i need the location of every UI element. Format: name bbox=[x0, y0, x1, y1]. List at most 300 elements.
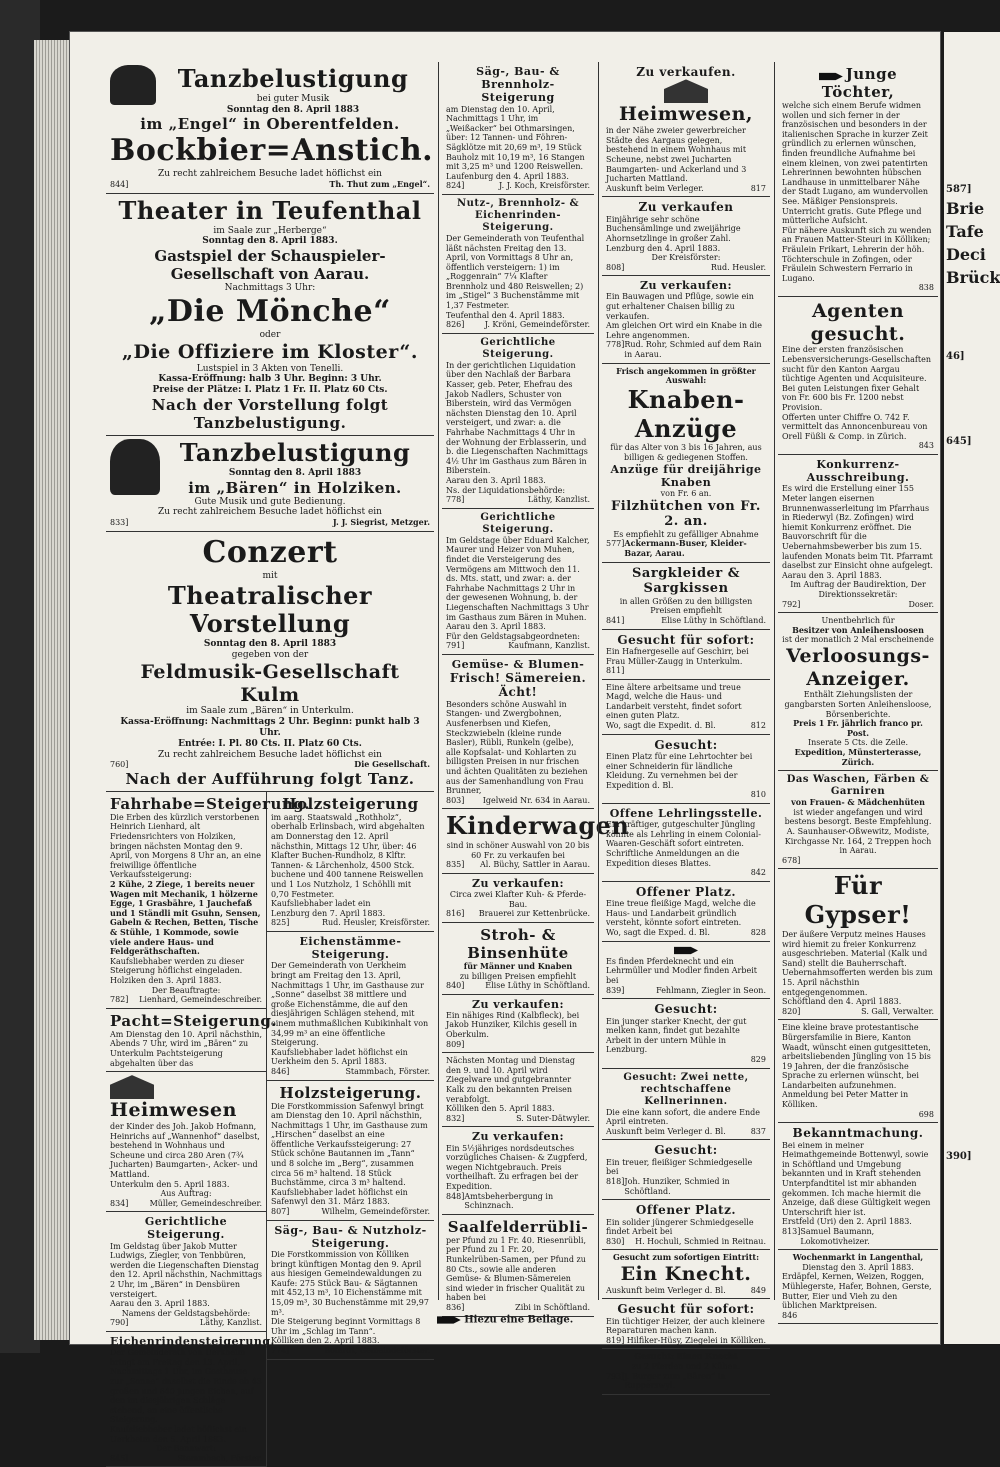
ad-body: Ein junger starker Knecht, der gut melken kann, findet gut bezahlte Arbeit in der untern Mühle in Lenzburg. bbox=[606, 1016, 747, 1055]
ad-number: 760] bbox=[110, 760, 129, 770]
ad-role: Für den Geldstagsabgeordneten: bbox=[446, 631, 580, 641]
ad-title: Gesucht für sofort: bbox=[617, 1302, 755, 1317]
column-1b bbox=[267, 792, 434, 1467]
ad-title: Gesucht: bbox=[654, 737, 718, 752]
ad-number: 825] bbox=[271, 918, 290, 928]
ad-signature: Kaufmann, Kanzlist. bbox=[508, 641, 590, 651]
ad-number: 828 bbox=[750, 927, 766, 937]
ad-signature: Läthy, Kanzlist. bbox=[199, 1318, 262, 1328]
ad-line: Nachmittags 3 Uhr: bbox=[224, 283, 316, 294]
ad-body: Bei einem in meiner Heimathgemeinde Bottenwyl, sowie in Schöftland und Umgebung bekannten und in Kraft stehenden Unterpfandtitel ist mir abhanden gekommen. Ich mache hiermit die Anzeige, daß diese Gültigkeit wegen Unterschrift hier ist. bbox=[782, 1140, 931, 1217]
ad-date: Uerkheim den 5. April 1883. bbox=[110, 1434, 226, 1444]
ad-line: Lustspiel in 3 Akten von Tenelli. bbox=[196, 363, 344, 374]
ad-title: Holzsteigerung bbox=[282, 794, 419, 813]
ad-signature: Doser. bbox=[908, 599, 934, 609]
ad-title: Gesucht: bbox=[654, 1143, 718, 1158]
ad-body: Circa zwei Klafter Kuh- & Pferde-Bau. bbox=[449, 890, 587, 909]
ad-line: ist der monatlich 2 Mal erscheinende bbox=[782, 635, 934, 645]
ad-role: Der Kreisförster: bbox=[651, 253, 721, 263]
ad-line: Sonntag den 8. April 1883 bbox=[228, 467, 362, 478]
ad-kinderwagen bbox=[442, 809, 630, 874]
ad-number: 817 bbox=[750, 183, 766, 193]
ad-date: Aarau den 3. April 1883. bbox=[446, 622, 546, 632]
ad-role: Im Auftrag der Baudirektion, Der Direktionssekretär: bbox=[790, 580, 926, 599]
ad-body: 2 Kühe, 2 Ziege, 1 bereits neuer Wagen mit Mechanik, 1 hölzerne Egge, 1 Grasbähre, 1 Jauchefaß und 1 Ständli mit Gsuhn, Sensen, Gabeln & Rechen, Betten, Tische & Stühle, 1 Kommode, sowie viele andere Haus- und Feldgeräthschaften. bbox=[110, 879, 261, 957]
ad-waschen-faerben bbox=[778, 771, 938, 869]
ad-title: Heimwesen bbox=[110, 1099, 237, 1122]
ad-number: 836] bbox=[446, 1302, 465, 1312]
ad-strohhuete bbox=[442, 923, 594, 995]
ad-date: Holziken den 3. April 1883. bbox=[110, 975, 222, 985]
ad-title: Gerichtliche Steigerung. bbox=[480, 511, 556, 535]
ad-line: Es empfiehlt zu gefälliger Abnahme bbox=[613, 529, 759, 539]
adjacent-number: 645] bbox=[946, 436, 972, 447]
ad-title: Säg-, Bau- & Brennholz-Steigerung bbox=[476, 65, 560, 105]
ad-body: Einen Platz für eine Lehrtochter bei einer Schneiderin für ländliche Kleidung. Zu vernehmen bei der Expedition d. Bl. bbox=[606, 752, 753, 790]
ad-number: 819] bbox=[606, 1335, 625, 1345]
ad-number: 844] bbox=[110, 180, 129, 190]
ad-title: Nutz-, Brennholz- & Eichenrinden-Steigerung. bbox=[456, 197, 580, 233]
ad-date: Kölliken den 5. April 1883. bbox=[446, 1104, 555, 1114]
ad-signature: Stammbach, Förster. bbox=[345, 1066, 430, 1076]
ad-line: Nach der Vorstellung folgt Tanzbelustigung. bbox=[151, 395, 389, 432]
ad-date: Schöftland den 4. April 1883. bbox=[782, 997, 902, 1007]
ad-number: 790] bbox=[110, 1318, 129, 1328]
ad-body: Kaufsliebhaber ladet höflichst ein bbox=[271, 1047, 408, 1057]
ad-date: Aarau den 3. April 1883. bbox=[446, 475, 546, 485]
ad-line: im „Bären“ in Holziken. bbox=[188, 478, 402, 497]
adjacent-word: Deci bbox=[946, 245, 986, 264]
ad-signature: Samuel Baumann, Lokomotivheizer. bbox=[800, 1226, 875, 1246]
ad-date: Lenzburg den 4. April 1883. bbox=[606, 243, 721, 253]
ad-title: Agenten gesucht. bbox=[810, 299, 906, 345]
ad-verloosungs-anzeiger bbox=[778, 613, 938, 771]
ad-line: mit bbox=[262, 570, 278, 581]
ad-eichenstaemme bbox=[267, 932, 434, 1081]
ad-number: 841] bbox=[606, 615, 625, 625]
ad-saalfelderruebli bbox=[442, 1215, 594, 1317]
ad-signature: S. Suter-Dätwyler. bbox=[516, 1113, 590, 1123]
ad-line: Gute Musik und gute Bedienung. bbox=[194, 496, 346, 507]
ad-number: 678] bbox=[782, 855, 801, 865]
ad-number: 826] bbox=[446, 320, 465, 330]
ad-eichenrindensteigerung bbox=[106, 1332, 275, 1467]
ad-body: Für nähere Auskunft sich zu wenden an Frauen Matter-Steuri in Kölliken; Fräulein Frikart, Lehrerin der höh. Töchterschule in Zofingen, oder Fräulein Schwestern Ferrario in Lugano. bbox=[782, 225, 932, 283]
adjacent-page-fragment bbox=[944, 32, 1000, 1344]
ad-body: Der Gemeinderath von Uerkheim bringt am Freitag den 13. April, Nachmittags 1 Uhr, im Gasthause zur „Sonne“ daselbst 38 mittlere und große Eichenstämme, die auf den diesjährigen Schlägen stehend, mit einem muthmaßlichen Kubikinhalt von 34,99 m³ an eine öffentliche Steigerung. bbox=[271, 961, 429, 1048]
newspaper-page bbox=[70, 32, 940, 1463]
ad-body: in allen Größen zu den billigsten Preisen empfiehlt bbox=[619, 596, 753, 616]
ad-body: Die Erben des kürzlich verstorbenen Heinrich Lienhard, alt Friedensrichters von Holziken, bringen nächsten Montag den 9. April, von Morgens 8 Uhr an, an eine freiwillige öffentliche Verkaufssteigerung: bbox=[110, 812, 261, 880]
ad-line: für das Alter von 3 bis 16 Jahren, aus billigen & gediegenen Stoffen. bbox=[610, 443, 762, 463]
ad-number: 774] bbox=[271, 1345, 290, 1355]
ad-rind bbox=[442, 995, 594, 1054]
ad-line: gegeben von der bbox=[231, 649, 309, 660]
ad-title: Frisch! Sämereien. Ächt! bbox=[449, 671, 587, 700]
ad-signature: J. J. Koch, Kreisförster. bbox=[499, 181, 590, 191]
ad-line: Preis 1 Fr. jährlich franco pr. Post. bbox=[793, 718, 923, 738]
ad-buergersfamilie bbox=[778, 1020, 938, 1123]
ad-number: 792] bbox=[782, 599, 801, 609]
adjacent-word: Tafe bbox=[946, 222, 984, 241]
ad-line: Nach der Aufführung folgt Tanz. bbox=[125, 769, 415, 788]
ad-number: 809] bbox=[446, 1039, 465, 1049]
ad-body: Die eine kann sofort, die andere Ende April eintreten. bbox=[606, 1107, 760, 1127]
ad-number: 811] bbox=[606, 666, 625, 676]
ad-body: Eine ältere arbeitsame und treue Magd, welche die Haus- und Landarbeit versteht, findet sofort einen guten Platz. bbox=[606, 682, 742, 721]
ad-body: Ein kräftiger, gutgeschulter Jüngling könnte als Lehrling in einem Colonial-Waaren-Geschäft sofort eintreten. Schriftliche Anmeldungen an die Expedition dieses Blattes. bbox=[606, 820, 762, 868]
ad-title: Gesucht: Zwei nette, rechtschaffene Kellnerinnen. bbox=[623, 1071, 749, 1107]
ad-signature: Expedition, Münsterterasse, Zürich. bbox=[794, 747, 922, 767]
ad-number: 778] bbox=[606, 340, 625, 350]
ad-title: Gesucht: Einen Knecht bbox=[634, 1351, 738, 1362]
ad-line: Zu recht zahlreichem Besuche ladet höflichst ein bbox=[158, 749, 382, 760]
ad-signature: Elise Lüthy in Schöftland. bbox=[485, 981, 590, 991]
ad-title: Zu verkaufen: bbox=[639, 279, 733, 293]
ad-konkurrenz bbox=[778, 455, 938, 613]
ad-number: 835] bbox=[446, 860, 465, 870]
ad-offener-platz bbox=[602, 882, 770, 942]
column-rule bbox=[438, 62, 439, 1300]
ad-number: 818] bbox=[606, 1176, 625, 1186]
ad-title: Gesucht für sofort: bbox=[617, 632, 755, 647]
ad-line: Kassa-Eröffnung: Nachmittags 2 Uhr. Beginn: punkt halb 3 Uhr. bbox=[120, 717, 420, 738]
ad-number: 837 bbox=[750, 1126, 766, 1136]
ad-title: Tanzbelustigung bbox=[179, 437, 411, 467]
ad-title: Zu verkaufen: bbox=[471, 1130, 565, 1144]
ad-title: Gesucht zum sofortigen Eintritt: bbox=[612, 1252, 760, 1263]
ad-title: Junge Töchter, bbox=[821, 65, 898, 101]
ad-number: 832] bbox=[446, 1113, 465, 1123]
ad-number: 812 bbox=[750, 721, 766, 731]
ad-title: Für Gypser! bbox=[804, 871, 912, 930]
ad-line: oder bbox=[259, 329, 281, 340]
ad-title: Zu verkaufen. bbox=[636, 65, 736, 79]
ad-body: Kaufsliebhaber ladet höflichst ein bbox=[271, 1187, 408, 1197]
ad-body: Am Dienstag den 10. April nächsthin, Abends 7 Uhr, wird im „Bären“ zu Unterkulm Pachtsteigerung abgehalten über das bbox=[110, 1029, 262, 1068]
ad-signature: Bofardt, Gemeindeförster. bbox=[324, 1345, 430, 1355]
ad-title: Fahrhabe=Steigerung. bbox=[110, 794, 311, 813]
ad-pacht-steigerung bbox=[106, 1009, 278, 1072]
ad-title: Holzsteigerung. bbox=[279, 1083, 422, 1102]
ad-number: 846] bbox=[271, 1066, 290, 1076]
ad-tanzbelustigung-engel bbox=[106, 62, 434, 194]
ad-body: Einjährige sehr schöne Buchensämlinge und zweijährige Ahornsetzlinge in großer Zahl. bbox=[606, 214, 741, 243]
ad-title: Zu verkaufen: bbox=[471, 876, 565, 890]
ad-lehrtochter bbox=[602, 735, 770, 804]
ad-body: der Kinder des Joh. Jakob Hofmann, Heinrichs auf „Wannenhof“ daselbst, bestehend in Wohnhaus und Scheune und circa 280 Aren (7¾ Jucharten) Baumgarten-, Acker- und Mattland. bbox=[110, 1121, 260, 1179]
ad-title: Offener Platz. bbox=[635, 1203, 737, 1218]
ad-title: Säg-, Bau- & Nutzholz-Steigerung. bbox=[274, 1223, 427, 1250]
ad-signature: Wilhelm, Gemeindeförster. bbox=[321, 1207, 430, 1217]
ad-title: Conzert bbox=[202, 534, 338, 570]
ad-title: Pacht=Steigerung. bbox=[110, 1011, 278, 1030]
ad-line: Zu recht zahlreichem Besuche ladet höflichst ein bbox=[158, 507, 382, 518]
ad-magd bbox=[602, 680, 770, 735]
ad-heimwesen-verkauf bbox=[602, 62, 770, 197]
ad-line: Gastspiel der Schauspieler-Gesellschaft von Aarau. bbox=[154, 247, 386, 284]
ad-signature: Rud. Heusler, Kreisförster. bbox=[321, 918, 430, 928]
ad-line: bei guter Musik bbox=[256, 93, 330, 104]
ad-signature: Hilfiker-Hüsy, Ziegelei in Kölliken. bbox=[626, 1335, 766, 1345]
ad-date: Igelweid Nr. 634 in Aarau. bbox=[482, 795, 590, 805]
ad-body: Ein tüchtiger Heizer, der auch kleinere Reparaturen machen kann. bbox=[606, 1316, 765, 1336]
ad-role: Der Bannwart: bbox=[156, 1444, 216, 1454]
ad-line: von Fr. 6 an. bbox=[660, 488, 712, 498]
ad-body: Ein Hafnergeselle auf Geschirr, bei Frau Müller-Zaugg in Unterkulm. bbox=[606, 646, 749, 666]
ad-body: Die Forstkommission Safenwyl bringt am Dienstag den 10. April nächsthin, Nachmittags 1 Uhr, im Gasthause zum „Hirschen“ daselbst an eine öffentliche Verkaufssteigerung: 27 Stück schöne Bautannen im „Tann“ und 8 solche im „Berg“, zusammen circa 56 m³ haltend. 18 Stück Buchstämme, circa 3 m³ haltend. bbox=[271, 1101, 428, 1188]
ad-knaben-anzuege bbox=[602, 364, 770, 563]
ad-signature: Joh. Hunziker, Schmied in Schöftland. bbox=[624, 1176, 730, 1196]
ad-title: Zu verkaufen: bbox=[471, 997, 565, 1011]
ad-holzsteigerung-safenwyl bbox=[267, 1081, 434, 1221]
ad-body: Es wird die Erstellung einer 155 Meter langen eisernen Brunnenwasserleitung im Pfarrhaus in Riederwyl (Bz. Zofingen) wird hiemit Konkurrenz eröffnet. Die Bauvorschrift für die Uebernahmsbewerber bis zum 15. laufenden Monats beim Tit. Pfarramt daselbst zur Einsicht ohne aufgelegt. bbox=[782, 484, 933, 571]
ad-signature: Rud. Heusler. bbox=[710, 262, 766, 272]
ad-title: Zu verkaufen bbox=[638, 200, 734, 215]
ad-signature: Müller, Gemeindeschreiber. bbox=[149, 1198, 262, 1208]
ad-body: Nächsten Montag und Dienstag den 9. und 10. April wird Ziegelware und gutgebrannter Kalk zu den bekannten Preisen verabfolgt. bbox=[446, 1056, 575, 1104]
ad-title: Bockbier=Anstich. bbox=[110, 133, 434, 169]
ad-number: 842 bbox=[750, 868, 766, 878]
ad-gerichtliche-steigerung-biberstein bbox=[442, 334, 594, 509]
ad-line: von Frauen- & Mädchenhüten bbox=[791, 797, 925, 808]
ad-line: Kassa-Eröffnung: halb 3 Uhr. Beginn: 3 Uhr. bbox=[158, 374, 382, 385]
ad-title: Gemüse- & Blumen- bbox=[451, 657, 585, 671]
ad-title: Gerichtliche Steigerung. bbox=[144, 1215, 228, 1242]
ad-body: Auskunft beim Verleger d. Bl. bbox=[606, 1126, 726, 1136]
ad-title: Ein Knecht. bbox=[620, 1262, 752, 1285]
ad-signature: Elise Lüthy in Schöftland. bbox=[661, 615, 766, 625]
ad-sargkleider bbox=[602, 563, 770, 630]
ad-schmiedgeselle-2 bbox=[602, 1200, 770, 1250]
ad-gerichtliche-steigerung-muhen bbox=[442, 509, 594, 655]
ad-number: 838 bbox=[918, 283, 934, 293]
ad-knecht-eintritt bbox=[602, 1250, 770, 1299]
ad-pferd bbox=[442, 1127, 594, 1214]
ad-signature: Th. Thut zum „Engel“. bbox=[329, 179, 430, 190]
pointing-hand-icon bbox=[674, 945, 698, 957]
ad-holzsteigerung-rothholz bbox=[267, 792, 434, 932]
ad-body: sind in schöner Auswahl von 20 bis 60 Fr. zu verkaufen bei bbox=[446, 841, 590, 860]
ad-number: 834] bbox=[110, 1198, 129, 1208]
ad-title: Konkurrenz-Ausschreibung. bbox=[806, 458, 910, 485]
ad-signature: Al. Büchy, Sattler in Aarau. bbox=[479, 860, 590, 870]
ad-body: Wo, sagt die Exped. d. Bl. bbox=[606, 927, 710, 937]
ad-pferdeknecht bbox=[602, 942, 770, 1000]
ad-line: Sonntag den 8. April 1883 bbox=[226, 104, 360, 115]
ad-signature: Läthy, Kanzlist. bbox=[527, 495, 590, 505]
ad-title: Gesucht: bbox=[654, 1002, 718, 1017]
ad-number: 810 bbox=[750, 790, 766, 800]
ad-number: 698 bbox=[918, 1109, 934, 1119]
ad-tanzbelustigung-baeren bbox=[106, 436, 434, 532]
ad-line: ist wieder angefangen und wird bestens besorgt. Beste Empfehlung. bbox=[784, 807, 932, 827]
ad-body: Der Gemeinderath von Teufenthal läßt nächsten Freitag den 13. April, von Vormittags 8 Uhr an, öffentlich versteigern: 1) im „Roggenrain“ 7¼ Klafter Brennholz und 480 Reiswellen; 2) im „Stigel“ 3 Buchenstämme mit 1,37 Festmeter. bbox=[446, 233, 585, 311]
ad-body: zu 2 Pferden und 2 Kühen. bbox=[631, 1362, 741, 1372]
ad-line: im Saale zur „Herberge“ bbox=[213, 225, 327, 236]
ad-number: 829 bbox=[750, 1054, 766, 1064]
ad-body: Die Forstkommission von Kölliken bringt künftigen Montag den 9. April aus hiesigen Gemeindewaldungen zu Kaufe: 275 Stück Bau- & Sägtannen mit 452,13 m³, 10 Eichenstämme mit 15,09 m³, 30 Buchenstämme mit 29,97 m³. bbox=[271, 1250, 429, 1317]
ad-number: 791] bbox=[446, 641, 465, 651]
ad-saemereien bbox=[442, 655, 594, 810]
ad-signature: Die Gesellschaft. bbox=[354, 759, 430, 770]
ad-date: Unterkulm den 5. April 1883. bbox=[110, 1179, 230, 1189]
ad-line: Dienstag den 3. April 1883. bbox=[802, 1262, 914, 1272]
ad-line: im „Engel“ in Oberentfelden. bbox=[140, 115, 400, 134]
ad-number: 833] bbox=[110, 518, 129, 528]
ad-theater-teufenthal bbox=[106, 194, 434, 436]
ad-number: 848] bbox=[446, 1191, 465, 1201]
ad-body: per Pfund zu 1 Fr. 40. Riesenrübli, per Pfund zu 1 Fr. 20, Runkelrüben-Samen, per Pfund zu 80 Cts., sowie alle anderen Gemüse- & Blumen-Sämereien sind wieder in frischer Qualität zu haben bei bbox=[446, 1235, 586, 1303]
ad-body: am Dienstag den 10. April, Nachmittags 1 Uhr, im „Weißacker“ bei Othmarsingen, über: 12 Tannen- und Föhren-Sägklötze mit 20,69 m³, 19 Stück Bauholz mit 10,19 m³, 16 Stangen mit 3,25 m³ und 1200 Reiswellen. bbox=[446, 104, 585, 172]
ad-body: Kaufsliebhaber werden zu dieser Steigerung höflichst eingeladen. bbox=[110, 956, 245, 976]
ad-body: Ein solider jüngerer Schmiedgeselle findet Arbeit bei bbox=[606, 1217, 754, 1237]
ad-title: „Die Mönche“ bbox=[149, 293, 391, 329]
ad-line: Sonntag den 8. April 1883 bbox=[203, 639, 337, 650]
ad-date: Teufenthal den 4. April 1883. bbox=[446, 310, 565, 320]
column-rule bbox=[774, 62, 775, 1300]
adjacent-word: Brück bbox=[946, 268, 1000, 287]
ad-knecht-muehle bbox=[602, 999, 770, 1068]
ad-title: Offene Lehrlingsstelle. bbox=[609, 807, 763, 821]
ad-signature: J. Burger zum „Bären“ in Rupperswyl. bbox=[624, 1371, 726, 1391]
ad-number: 839] bbox=[606, 985, 625, 995]
ad-number: 808] bbox=[606, 262, 625, 272]
ad-signature: Zibi in Schöftland. bbox=[515, 1302, 590, 1312]
ad-signature: Ackermann-Buser, Kleider-Bazar, Aarau. bbox=[624, 538, 747, 558]
ad-line: zu billigen Preisen empfiehlt bbox=[459, 971, 577, 981]
column-1-lower bbox=[106, 792, 434, 1467]
ad-body: Auskunft beim Verleger. bbox=[606, 183, 704, 193]
ad-number: 820] bbox=[782, 1006, 801, 1016]
ad-body: Eine kleine brave protestantische Bürgersfamilie in Biere, Kanton Waadt, wünscht einen gutgesitteten, arbeitsliebenden Jüngling von 15 bis 19 Jahren, der die französische Sprache zu erlernen wünscht, bei Landarbeiten aufzunehmen. Anmeldung bei Peter Matter in Kölliken. bbox=[782, 1023, 931, 1110]
ad-knecht-pferde bbox=[602, 1349, 770, 1394]
ad-title: Bekanntmachung. bbox=[792, 1126, 924, 1141]
ad-body: im aarg. Staatswald „Rothholz“, oberhalb Erlinsbach, wird abgehalten am Donnerstag den 12. April nächsthin, Mittags 12 Uhr, über: 46 Klafter Buchen-Rundholz, 8 Klftr. Tannen- & Lärchenholz, 4500 Stck. buchene und 400 tannene Reiswellen und 1 Los Nutzholz, 1 Schöhlli mit 0,70 Festmeter. bbox=[271, 812, 425, 899]
ad-title: Anzüge für dreijährige Knaben bbox=[610, 462, 762, 489]
ad-number: 577] bbox=[606, 539, 625, 549]
house-icon bbox=[664, 79, 708, 103]
ad-role: Der Beauftragte: bbox=[151, 985, 221, 995]
ad-line: Unentbehrlich für bbox=[821, 616, 895, 626]
adjacent-number: 390] bbox=[946, 1151, 972, 1162]
ad-number: 778] bbox=[446, 495, 465, 505]
ad-nutzholz-koelliken bbox=[267, 1221, 434, 1360]
ad-body: Besonders schöne Auswahl in Stangen- und Zwergbohnen, Ausfenerbsen und Kiefen, Steckzwiebeln (kleine runde Basler), Rübli, Runkeln (gelbe), alle Kopfsalat- und Kohlarten zu billigsten Preisen in nur frischen und ächten Qualitäten zu beziehen aus der Samenhandlung von Frau Brunner, bbox=[446, 699, 588, 796]
ad-number: 840] bbox=[446, 981, 465, 991]
ad-line: im Saale zum „Bären“ in Unterkulm. bbox=[186, 706, 354, 717]
ad-signature: Fehlmann, Ziegler in Seon. bbox=[656, 985, 766, 995]
ad-signature: Stammbach, Förster. bbox=[177, 1453, 262, 1463]
ad-signature: H. Hochuli, Schmied in Reitnau. bbox=[635, 1236, 766, 1246]
ad-number: 846 bbox=[782, 1310, 798, 1320]
ad-bauwagen bbox=[602, 276, 770, 363]
ad-body: Eine der ersten französischen Lebensversicherungs-Gesellschaften sucht für den Kanton Aargau tüchtige Agenten und Acquisiteure. Bei guten Leistungen fixer Gehalt von Fr. 600 bis Fr. 1200 nebst Provision. bbox=[782, 345, 931, 413]
ad-signature: J. J. Siegrist, Metzger. bbox=[332, 517, 430, 528]
ad-line: Frisch angekommen in größter Auswahl: bbox=[616, 365, 756, 386]
ad-signature: S. Gall, Verwalter. bbox=[861, 1006, 934, 1016]
ad-body: Der äußere Verputz meines Hauses wird hiemit zu freier Konkurrenz ausgeschrieben. Material (Kalk und Sand) stellt die Bauherrschaft. Uebernahmsofferten werden bis zum 15. April nächsthin entgegengenommen. bbox=[782, 929, 933, 997]
ad-brennholz-steigerung bbox=[442, 62, 594, 195]
dancing-couple-icon bbox=[110, 65, 156, 105]
ad-schmiedgeselle-1 bbox=[602, 1140, 770, 1200]
ad-number: 824] bbox=[446, 181, 465, 191]
ad-line: Entrée: I. Pl. 80 Cts. II. Platz 60 Cts. bbox=[178, 738, 362, 749]
ad-title: Verloosungs-Anzeiger. bbox=[786, 644, 930, 690]
ad-number: 807] bbox=[271, 1207, 290, 1217]
ad-number: 793] bbox=[606, 1371, 625, 1381]
ad-signature: Rud. Rohr, Schmied auf dem Rain in Aarau. bbox=[624, 340, 762, 360]
ad-number: 782] bbox=[110, 995, 129, 1005]
page-edges bbox=[34, 40, 74, 1340]
ad-body: Im Geldstag über Jakob Mutter Ludwigs, Ziegler, von Tenbbüren, werden die Liegenschaften Dienstag den 12. April nächsthin, Nachmittags 2 Uhr, im „Bären“ in Densbüren versteigert. bbox=[110, 1241, 262, 1299]
ad-title: Das Waschen, Färben & Garniren bbox=[786, 774, 930, 798]
ad-number: 830] bbox=[606, 1236, 625, 1246]
ad-title: Wochenmarkt in Langenthal, bbox=[792, 1252, 924, 1263]
ad-title: Theatralischer Vorstellung bbox=[167, 580, 373, 639]
ad-date: Aarau den 3. April 1883. bbox=[782, 570, 882, 580]
ad-body: Ein 5½jähriges nordsdeutsches vorzügliches Chaisen- & Zugpferd, wegen Nichtgebrauch. Preis vortheilhaft. Zu erfragen bei der Expedition. bbox=[446, 1143, 588, 1191]
ad-date: Laufenburg den 4. April 1883. bbox=[446, 171, 569, 181]
ad-body: Erdäpfel, Kernen, Weizen, Roggen, Mühlegerste, Hafer, Bohnen, Gerste, Butter, Eier und Vieh zu den üblichen Marktpreisen. bbox=[782, 1272, 932, 1311]
ad-title: Gerichtliche Steigerung. bbox=[480, 336, 556, 360]
ad-lehrlingsstelle bbox=[602, 804, 770, 882]
footer-note bbox=[70, 1314, 940, 1326]
column-1 bbox=[106, 62, 434, 1463]
ad-number: 816] bbox=[446, 909, 465, 919]
column-3 bbox=[602, 62, 770, 1391]
ad-title: Feldmusik-Gesellschaft Kulm bbox=[140, 660, 400, 706]
ad-title: „Die Offiziere im Kloster“. bbox=[122, 340, 418, 363]
pointing-hand-icon bbox=[437, 1314, 461, 1326]
ad-date: Aarau den 3. April 1883. bbox=[110, 1299, 210, 1309]
ad-line: für Männer und Knaben bbox=[463, 960, 573, 971]
house-icon bbox=[110, 1075, 154, 1099]
ad-title: Tanzbelustigung bbox=[177, 64, 409, 93]
ad-body: In der gerichtlichen Liquidation über den Nachlaß der Barbara Kasser, geb. Peter, Ehefrau des Jakob Nadlers, Schuster von Biberstein, wird das Vermögen nächsten Dienstag den 10. April versteigert, und zwar: a. die Fahrhabe Nachmittags 4 Uhr in der Wohnung der Erblasserin, und b. die Liegenschaften Nachmittags 4½ Uhr im Gasthaus zum Bären in Biberstein. bbox=[446, 360, 588, 476]
ad-body: in der Nähe zweier gewerbreicher Städte des Aargaus gelegen, bestehend in einem Wohnhaus mit Scheune, nebst zwei Jucharten Baumgarten- und Ackerland und 3 Jucharten Mattland. bbox=[606, 126, 747, 184]
ad-body: Eine treue fleißige Magd, welche die Haus- und Landarbeit gründlich versteht, könnte sofort eintreten. bbox=[606, 899, 756, 928]
ad-title: Kinderwagen bbox=[446, 811, 630, 841]
ad-bekanntmachung bbox=[778, 1123, 938, 1250]
ad-number: 813] bbox=[782, 1226, 801, 1236]
ad-title: Eichenrindensteigerung. bbox=[110, 1335, 275, 1348]
ad-body: Kaufsliebhaber ladet höflichst ein bbox=[110, 1424, 247, 1434]
ad-body: Offerten unter Chiffre O. 742 F. vermittelt das Annoncenbureau von Orell Füßli & Comp. in Zürich. bbox=[782, 412, 928, 441]
ad-role: Namens der Geldstagsbehörde: bbox=[121, 1308, 251, 1318]
ad-date: Uerkheim den 5. April 1883. bbox=[271, 1057, 387, 1067]
ad-agenten-gesucht bbox=[778, 297, 938, 455]
ad-heimwesen bbox=[106, 1072, 266, 1212]
ad-line: Inserate 5 Cts. die Zeile. bbox=[807, 738, 909, 748]
ad-hafnergeselle bbox=[602, 630, 770, 680]
adjacent-word: Brie bbox=[946, 199, 985, 218]
ad-title: Knaben-Anzüge bbox=[627, 384, 745, 443]
ad-fuer-gypser bbox=[778, 869, 938, 1020]
dancing-couple-icon bbox=[110, 439, 160, 495]
ad-body: Ein treuer, fleißiger Schmiedgeselle bei bbox=[606, 1157, 753, 1177]
ad-signature: Lienhard, Gemeindeschreiber. bbox=[139, 995, 262, 1005]
column-4 bbox=[778, 62, 938, 1320]
ad-body: Ein nähiges Rind (Kalbfleck), bei Jakob Hunziker, Kilchis gesell in Oberkulm. bbox=[446, 1010, 580, 1040]
adjacent-number: 46] bbox=[946, 351, 965, 362]
ad-body: Kaufsliebhaber ladet ein bbox=[271, 899, 371, 909]
ad-line: Zu recht zahlreichem Besuche ladet höflichst ein bbox=[158, 169, 382, 180]
ad-title: Theater in Teufenthal bbox=[118, 195, 422, 225]
ad-buchensaemlinge bbox=[602, 197, 770, 276]
ad-body: Die Steigerung beginnt Vormittags 8 Uhr im „Schlag im Tann“. bbox=[271, 1317, 421, 1336]
ad-line: Preise der Plätze: I. Platz 1 Fr. II. Platz 60 Cts. bbox=[152, 385, 388, 396]
